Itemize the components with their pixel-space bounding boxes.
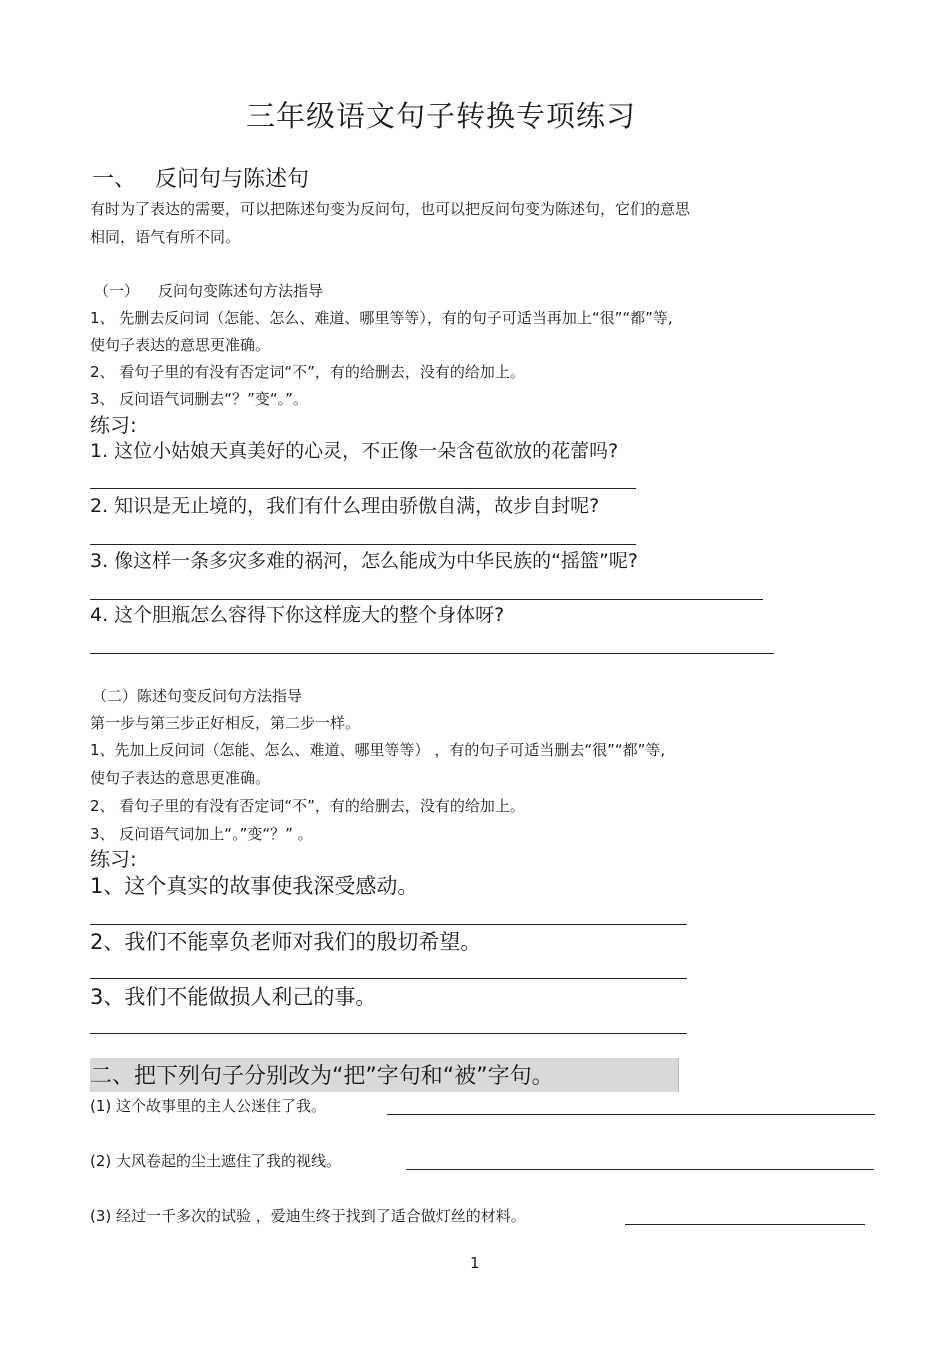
part1-question-2: 2. 知识是无止境的，我们有什么理由骄傲自满，故步自封呢? [90, 495, 600, 517]
part2-rule-3: 3、 反问语气词加上“。”变“？” 。 [90, 825, 313, 843]
part2-heading: （二）陈述句变反问句方法指导 [92, 687, 303, 705]
part1-label: （一） [94, 282, 140, 300]
section2-item-2: (2) 大风卷起的尘土遮住了我的视线。 [90, 1152, 342, 1170]
part2-rule-intro: 第一步与第三步正好相反，第二步一样。 [90, 714, 361, 732]
section1-number: 一、 [92, 167, 137, 192]
answer-line [90, 653, 774, 654]
answer-line [406, 1169, 874, 1170]
part1-question-4: 4. 这个胆瓶怎么容得下你这样庞大的整个身体呀? [90, 604, 505, 626]
part2-practice-label: 练习: [90, 847, 137, 871]
answer-line [90, 924, 687, 925]
answer-line [90, 544, 636, 545]
answer-line [90, 488, 636, 489]
part2-question-3: 3、我们不能做损人利己的事。 [90, 985, 377, 1009]
section2-item-3: (3) 经过一千多次的试验 ，爱迪生终于找到了适合做灯丝的材料。 [90, 1207, 526, 1225]
answer-line [90, 599, 763, 600]
part1-rule-1: 1、 先删去反问词（怎能、怎么、难道、哪里等等），有的句子可适当再加上“很”“都”等, [90, 309, 673, 327]
section1-intro-line-1: 有时为了表达的需要，可以把陈述句变为反问句，也可以把反问句变为陈述句，它们的意思 [90, 200, 691, 218]
part1-question-3: 3. 像这样一条多灾多难的祸河，怎么能成为中华民族的“摇篮”呢? [90, 550, 638, 572]
part1-practice-label: 练习: [90, 413, 137, 437]
part1-question-1: 1. 这位小姑娘天真美好的心灵，不正像一朵含苞欲放的花蕾吗? [90, 440, 619, 462]
answer-line [387, 1114, 875, 1115]
section2-heading-band [90, 1058, 679, 1092]
answer-line [625, 1224, 865, 1225]
section1-heading: 反问句与陈述句 [155, 167, 310, 192]
page-title: 三年级语文句子转换专项练习 [246, 99, 637, 133]
part2-question-2: 2、我们不能辜负老师对我们的殷切希望。 [90, 930, 482, 954]
section2-heading: 二、把下列句子分别改为“把”字句和“被”字句。 [90, 1064, 554, 1089]
section2-item-1: (1) 这个故事里的主人公迷住了我。 [90, 1097, 327, 1115]
part1-rule-3: 3、 反问语气词删去“？”变“。”。 [90, 390, 308, 408]
part1-rule-2: 2、 看句子里的有没有否定词“不”，有的给删去，没有的给加上。 [90, 363, 525, 381]
page-number: 1 [470, 1254, 480, 1272]
part2-rule-1-cont: 使句子表达的意思更准确。 [90, 769, 271, 787]
part2-rule-2: 2、 看句子里的有没有否定词“不”，有的给删去，没有的给加上。 [90, 797, 525, 815]
answer-line [90, 1033, 687, 1034]
part1-heading: 反问句变陈述句方法指导 [158, 282, 324, 300]
part2-question-1: 1、这个真实的故事使我深受感动。 [90, 874, 419, 898]
section1-intro-line-2: 相同，语气有所不同。 [90, 228, 241, 246]
part1-rule-1-cont: 使句子表达的意思更准确。 [90, 336, 271, 354]
part2-rule-1: 1、先加上反问词（怎能、怎么、难道、哪里等等） ，有的句子可适当删去“很”“都”等, [90, 741, 666, 759]
answer-line [90, 978, 687, 979]
